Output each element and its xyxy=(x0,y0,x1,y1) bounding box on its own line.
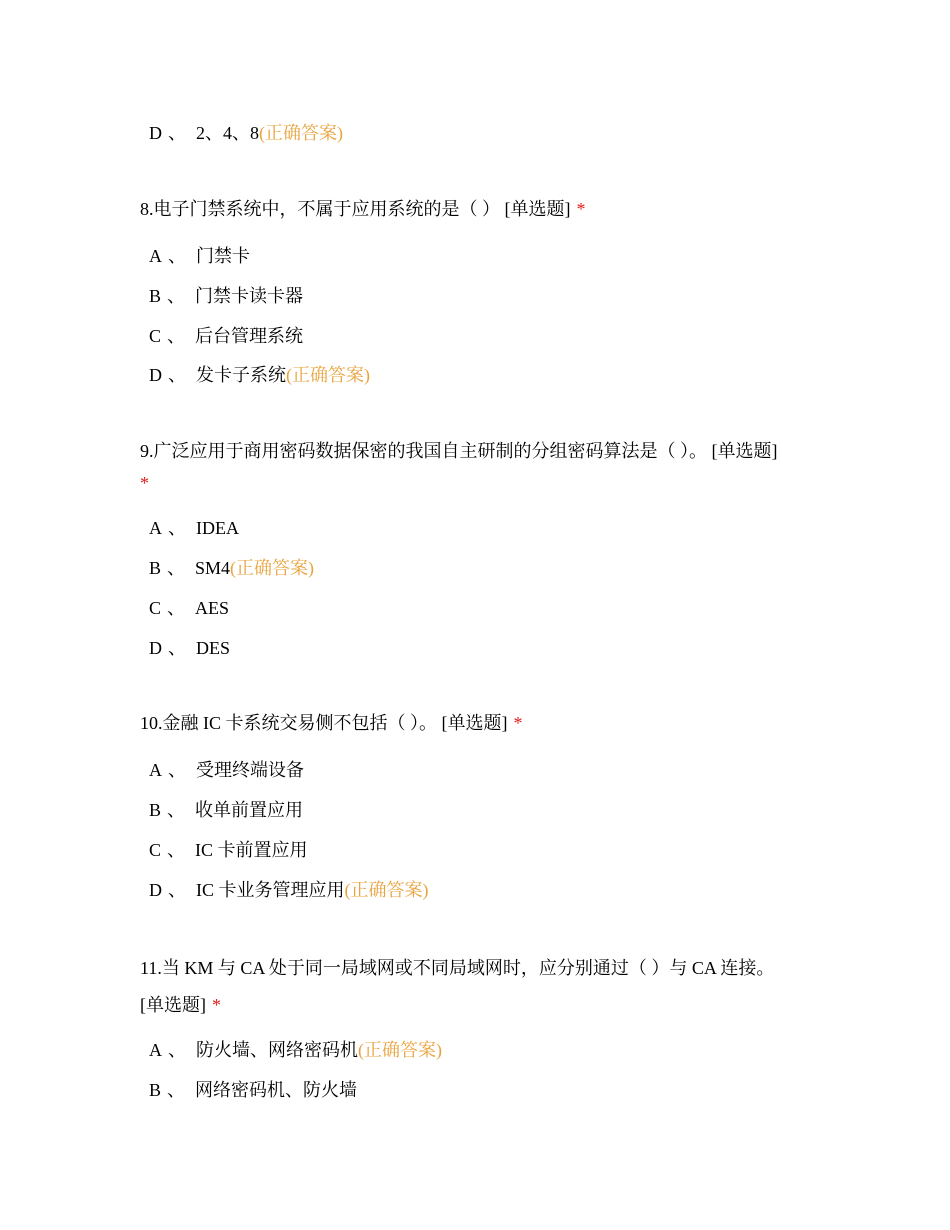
option-separator: 、 xyxy=(168,1040,186,1060)
question-type: [单选题] xyxy=(441,713,508,733)
question-type: [单选题] xyxy=(140,995,206,1015)
option-letter: C xyxy=(149,598,162,618)
option-text: AES xyxy=(195,598,230,618)
question-title xyxy=(140,193,820,225)
required-mark: * xyxy=(140,473,149,493)
question-10 xyxy=(140,707,820,739)
required-mark: * xyxy=(576,199,586,219)
option-letter: C xyxy=(149,326,162,346)
question-11 xyxy=(140,950,820,1024)
correct-answer-mark: (正确答案) xyxy=(259,123,343,143)
correct-answer-mark: (正确答案) xyxy=(344,880,429,900)
option-separator: 、 xyxy=(168,246,186,266)
option-text: 受理终端设备 xyxy=(196,760,304,780)
option-letter: D xyxy=(149,880,162,900)
option-row[interactable] xyxy=(149,798,303,822)
option-separator: 、 xyxy=(168,638,186,658)
question-title xyxy=(140,707,820,739)
option-letter: A xyxy=(149,518,162,538)
option-separator: 、 xyxy=(167,800,186,820)
question-type: [单选题] xyxy=(711,441,778,461)
option-letter: D xyxy=(149,638,162,658)
option-text: IC 卡业务管理应用 xyxy=(196,880,345,900)
option-row[interactable] xyxy=(149,1038,442,1062)
option-letter: B xyxy=(149,1080,162,1100)
option-separator: 、 xyxy=(167,840,186,860)
option-separator: 、 xyxy=(167,1080,186,1100)
option-letter: C xyxy=(149,840,162,860)
option-separator: 、 xyxy=(167,326,186,346)
required-mark: * xyxy=(212,995,221,1015)
question-8 xyxy=(140,193,820,225)
option-separator: 、 xyxy=(168,880,186,900)
option-row[interactable] xyxy=(149,758,304,782)
question-title xyxy=(140,950,820,1024)
option-letter: D xyxy=(149,365,162,385)
option-row[interactable] xyxy=(149,636,230,660)
question-9 xyxy=(140,435,820,499)
option-text: IDEA xyxy=(196,518,239,538)
required-mark: * xyxy=(513,713,523,733)
option-row[interactable] xyxy=(149,324,303,348)
option-letter: D xyxy=(149,123,162,143)
option-letter: A xyxy=(149,760,162,780)
option-row[interactable] xyxy=(149,121,343,145)
option-separator: 、 xyxy=(167,558,186,578)
option-separator: 、 xyxy=(168,365,186,385)
option-letter: B xyxy=(149,800,162,820)
question-text: 8.电子门禁系统中，不属于应用系统的是（ ） xyxy=(140,199,500,219)
option-text: 2、4、8 xyxy=(196,123,259,143)
option-text: 发卡子系统 xyxy=(196,365,286,385)
option-letter: B xyxy=(149,558,162,578)
question-text: 10.金融 IC 卡系统交易侧不包括（ ）。 xyxy=(140,713,437,733)
question-title xyxy=(140,435,820,499)
correct-answer-mark: (正确答案) xyxy=(358,1040,442,1060)
option-row[interactable] xyxy=(149,838,308,862)
option-row[interactable] xyxy=(149,1078,357,1102)
option-text: 门禁卡 xyxy=(196,246,250,266)
option-text: 防火墙、网络密码机 xyxy=(196,1040,358,1060)
option-text: 门禁卡读卡器 xyxy=(195,286,304,306)
option-row[interactable] xyxy=(149,516,239,540)
option-letter: A xyxy=(149,246,162,266)
option-separator: 、 xyxy=(167,286,186,306)
option-row[interactable] xyxy=(149,363,370,387)
correct-answer-mark: (正确答案) xyxy=(286,365,370,385)
option-row[interactable] xyxy=(149,244,250,268)
option-text: 网络密码机、防火墙 xyxy=(195,1080,358,1100)
option-text: 收单前置应用 xyxy=(195,800,304,820)
option-separator: 、 xyxy=(168,760,186,780)
option-row[interactable] xyxy=(149,596,229,620)
question-text: 9.广泛应用于商用密码数据保密的我国自主研制的分组密码算法是（ ）。 xyxy=(140,441,707,461)
option-letter: B xyxy=(149,286,162,306)
option-text: IC 卡前置应用 xyxy=(195,840,308,860)
question-text: 11.当 KM 与 CA 处于同一局域网或不同局域网时，应分别通过（ ）与 CA 连接。 xyxy=(140,958,775,978)
option-row[interactable] xyxy=(149,556,314,580)
option-letter: A xyxy=(149,1040,162,1060)
question-type: [单选题] xyxy=(504,199,571,219)
option-text: SM4 xyxy=(195,558,231,578)
correct-answer-mark: (正确答案) xyxy=(230,558,315,578)
option-row[interactable] xyxy=(149,878,429,902)
option-separator: 、 xyxy=(168,123,186,143)
option-text: DES xyxy=(196,638,231,658)
option-text: 后台管理系统 xyxy=(195,326,304,346)
option-separator: 、 xyxy=(168,518,186,538)
option-separator: 、 xyxy=(167,598,186,618)
option-row[interactable] xyxy=(149,284,303,308)
